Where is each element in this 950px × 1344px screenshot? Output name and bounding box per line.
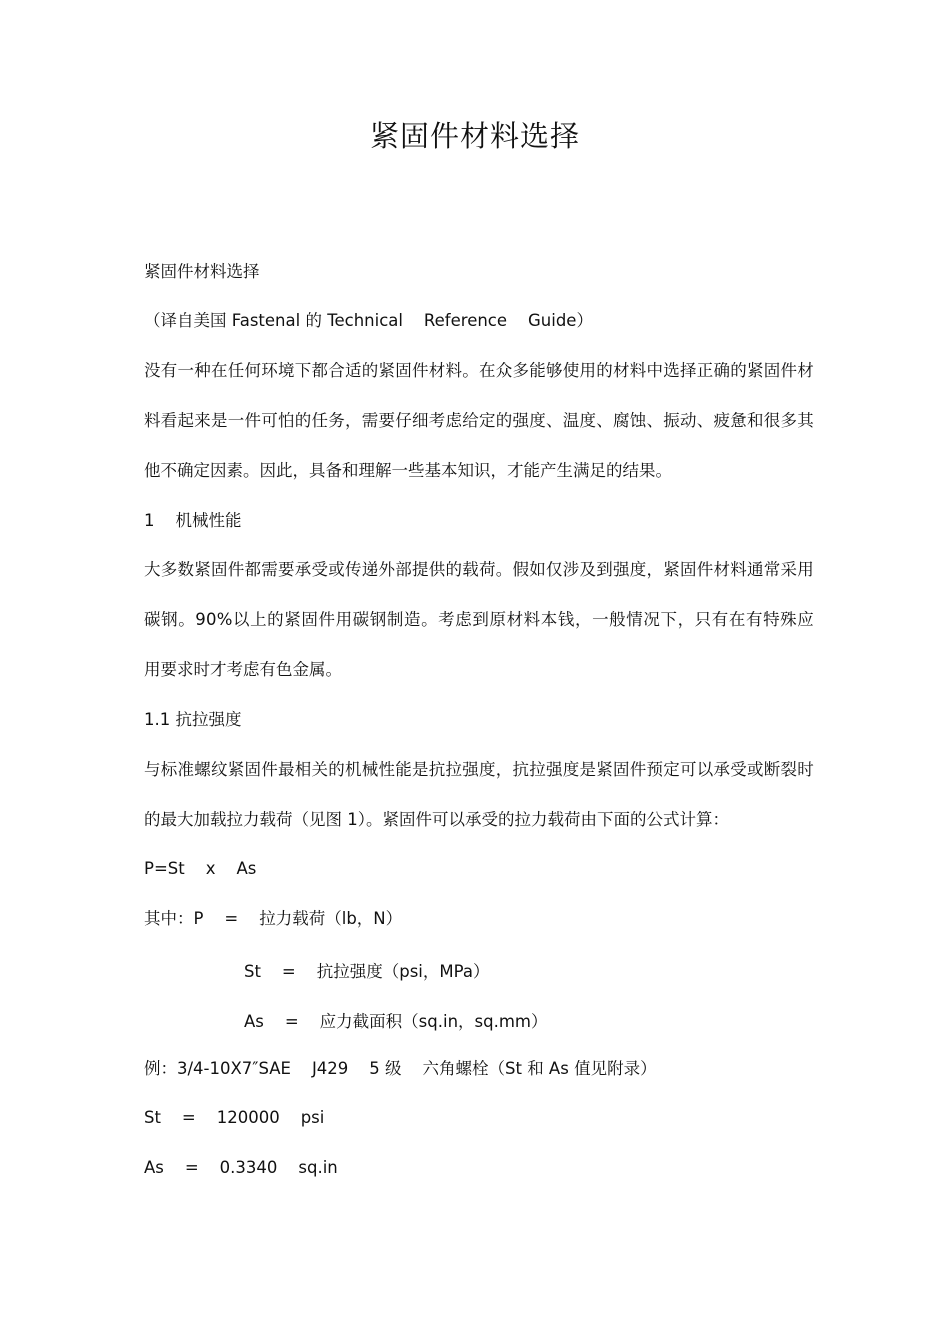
formula-definition: St = 抗拉强度（psi，MPa） [244,962,490,981]
example-line: 例：3/4-10X7″SAE J429 5 级 六角螺栓（St 和 As 值见附录） [144,1059,657,1078]
subsection-heading: 1.1 抗拉强度 [144,710,242,729]
paragraph-line: 碳钢。90%以上的紧固件用碳钢制造。考虑到原材料本钱，一般情况下，只有在有特殊应 [144,610,814,629]
section-heading: 紧固件材料选择 [144,262,260,281]
formula-definition: 其中：P = 拉力载荷（lb，N） [144,909,403,928]
paragraph-line: 他不确定因素。因此，具备和理解一些基本知识，才能产生满足的结果。 [144,461,672,480]
source-note: （译自美国 Fastenal 的 Technical Reference Guide） [144,311,593,330]
formula-line: P=St x As [144,859,257,878]
paragraph-line: 与标准螺纹紧固件最相关的机械性能是抗拉强度，抗拉强度是紧固件预定可以承受或断裂时 [144,760,814,779]
paragraph-line: 的最大加载拉力载荷（见图 1）。紧固件可以承受的拉力载荷由下面的公式计算： [144,810,729,829]
formula-definition: As = 应力截面积（sq.in，sq.mm） [244,1012,548,1031]
paragraph-line: 大多数紧固件都需要承受或传递外部提供的载荷。假如仅涉及到强度，紧固件材料通常采用 [144,560,814,579]
section-heading: 1 机械性能 [144,511,242,530]
paragraph-line: 没有一种在任何环境下都合适的紧固件材料。在众多能够使用的材料中选择正确的紧固件材 [144,361,814,380]
example-value: St = 120000 psi [144,1108,325,1127]
paragraph-line: 料看起来是一件可怕的任务，需要仔细考虑给定的强度、温度、腐蚀、振动、疲惫和很多其 [144,411,814,430]
example-value: As = 0.3340 sq.in [144,1158,338,1177]
paragraph-line: 用要求时才考虑有色金属。 [144,660,342,679]
document-title: 紧固件材料选择 [369,119,580,153]
